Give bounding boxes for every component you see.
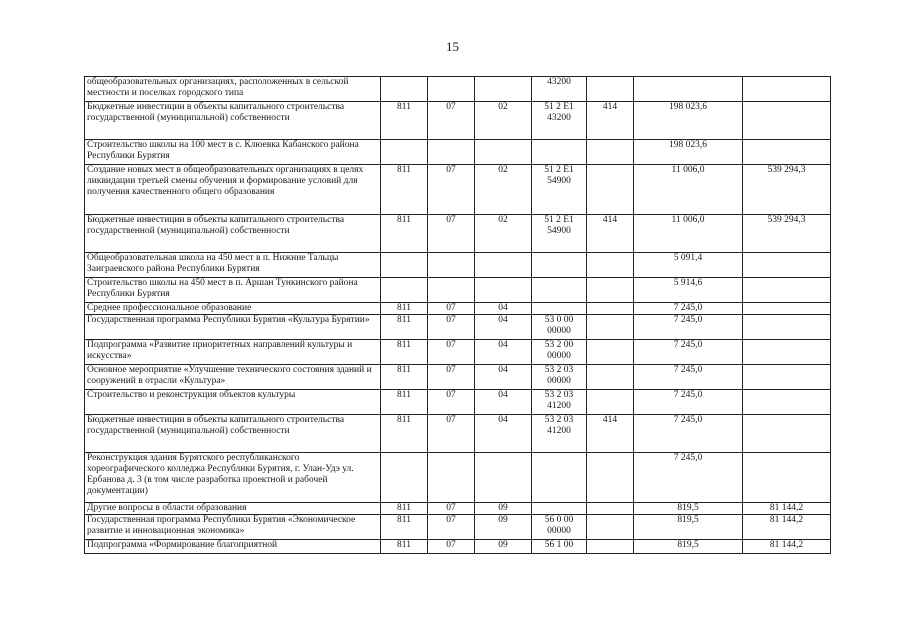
- row-grbs-cell: 811: [381, 303, 428, 315]
- row-target-article-cell: 53 2 03 41200: [532, 415, 587, 453]
- row-amount-2-cell: [743, 303, 831, 315]
- row-amount-2-cell: [743, 315, 831, 340]
- row-section-cell: [428, 278, 475, 303]
- row-target-article-cell: 56 1 00: [532, 540, 587, 554]
- table-row: [85, 515, 831, 540]
- row-target-article-cell: 53 0 00 00000: [532, 315, 587, 340]
- row-target-article-cell: [532, 278, 587, 303]
- row-grbs-cell: [381, 278, 428, 303]
- row-name-cell: Бюджетные инвестиции в объекты капитального строительства государственной (муниципальной) собственности: [85, 215, 381, 253]
- row-name-cell: Общеобразовательная школа на 450 мест в п. Нижние Тальцы Заиграевского района Республики Бурятия: [85, 253, 381, 278]
- row-expense-type-cell: [587, 278, 634, 303]
- row-section-cell: 07: [428, 303, 475, 315]
- row-expense-type-cell: [587, 340, 634, 365]
- row-subsection-cell: 02: [475, 102, 532, 140]
- row-expense-type-cell: [587, 253, 634, 278]
- row-subsection-cell: 02: [475, 165, 532, 215]
- row-grbs-cell: 811: [381, 540, 428, 554]
- row-amount-1-cell: 819,5: [634, 540, 743, 554]
- row-amount-2-cell: 81 144,2: [743, 503, 831, 515]
- row-subsection-cell: 04: [475, 340, 532, 365]
- row-expense-type-cell: 414: [587, 215, 634, 253]
- row-name-cell: Строительство школы на 450 мест в п. Аршан Тункинского района Республики Бурятия: [85, 278, 381, 303]
- row-section-cell: [428, 140, 475, 165]
- row-target-article-cell: 56 0 00 00000: [532, 515, 587, 540]
- row-amount-2-cell: 81 144,2: [743, 515, 831, 540]
- budget-table: [84, 76, 831, 554]
- row-section-cell: 07: [428, 102, 475, 140]
- table-row: [85, 503, 831, 515]
- row-amount-1-cell: 7 245,0: [634, 453, 743, 503]
- row-target-article-cell: [532, 453, 587, 503]
- row-expense-type-cell: [587, 315, 634, 340]
- row-amount-1-cell: 7 245,0: [634, 303, 743, 315]
- row-amount-1-cell: [634, 77, 743, 102]
- row-amount-1-cell: 7 245,0: [634, 415, 743, 453]
- row-name-cell: Строительство школы на 100 мест в с. Клюевка Кабанского района Республики Бурятия: [85, 140, 381, 165]
- row-amount-1-cell: 7 245,0: [634, 390, 743, 415]
- row-amount-1-cell: 5 914,6: [634, 278, 743, 303]
- row-target-article-cell: 51 2 E1 43200: [532, 102, 587, 140]
- row-grbs-cell: 811: [381, 415, 428, 453]
- row-expense-type-cell: [587, 365, 634, 390]
- row-section-cell: 07: [428, 215, 475, 253]
- row-section-cell: 07: [428, 503, 475, 515]
- row-section-cell: 07: [428, 165, 475, 215]
- row-amount-1-cell: 7 245,0: [634, 315, 743, 340]
- row-section-cell: [428, 77, 475, 102]
- row-amount-1-cell: 198 023,6: [634, 102, 743, 140]
- row-grbs-cell: [381, 77, 428, 102]
- row-grbs-cell: 811: [381, 165, 428, 215]
- row-expense-type-cell: [587, 77, 634, 102]
- table-row: [85, 315, 831, 340]
- row-grbs-cell: [381, 453, 428, 503]
- row-subsection-cell: 04: [475, 303, 532, 315]
- row-section-cell: [428, 253, 475, 278]
- row-subsection-cell: [475, 140, 532, 165]
- row-expense-type-cell: [587, 140, 634, 165]
- row-subsection-cell: 04: [475, 315, 532, 340]
- row-amount-2-cell: [743, 278, 831, 303]
- row-target-article-cell: [532, 140, 587, 165]
- row-grbs-cell: 811: [381, 390, 428, 415]
- table-row: [85, 453, 831, 503]
- table-row: [85, 278, 831, 303]
- row-amount-2-cell: [743, 453, 831, 503]
- row-amount-2-cell: 539 294,3: [743, 165, 831, 215]
- budget-table-body: [85, 77, 831, 554]
- row-subsection-cell: [475, 253, 532, 278]
- row-expense-type-cell: [587, 515, 634, 540]
- table-row: [85, 340, 831, 365]
- row-subsection-cell: 09: [475, 540, 532, 554]
- row-amount-2-cell: [743, 102, 831, 140]
- row-name-cell: Основное мероприятие «Улучшение технического состояния зданий и сооружений в отрасли «Культура»: [85, 365, 381, 390]
- table-row: [85, 415, 831, 453]
- row-name-cell: Строительство и реконструкция объектов культуры: [85, 390, 381, 415]
- row-grbs-cell: 811: [381, 515, 428, 540]
- row-amount-1-cell: 7 245,0: [634, 340, 743, 365]
- table-row: [85, 165, 831, 215]
- row-section-cell: 07: [428, 365, 475, 390]
- row-expense-type-cell: [587, 303, 634, 315]
- row-amount-1-cell: 7 245,0: [634, 365, 743, 390]
- table-row: [85, 303, 831, 315]
- row-section-cell: 07: [428, 515, 475, 540]
- row-amount-2-cell: [743, 253, 831, 278]
- row-name-cell: Создание новых мест в общеобразовательных организациях в целях ликвидации третьей смены обучения и формирование условий для получения качественного общего образования: [85, 165, 381, 215]
- row-subsection-cell: 02: [475, 215, 532, 253]
- row-section-cell: 07: [428, 415, 475, 453]
- row-name-cell: Бюджетные инвестиции в объекты капитального строительства государственной (муниципальной) собственности: [85, 102, 381, 140]
- row-amount-2-cell: [743, 415, 831, 453]
- row-grbs-cell: [381, 140, 428, 165]
- table-row: [85, 140, 831, 165]
- row-target-article-cell: [532, 503, 587, 515]
- row-section-cell: 07: [428, 315, 475, 340]
- row-name-cell: Другие вопросы в области образования: [85, 503, 381, 515]
- row-name-cell: Государственная программа Республики Бурятия «Культура Бурятии»: [85, 315, 381, 340]
- row-amount-2-cell: 539 294,3: [743, 215, 831, 253]
- row-grbs-cell: [381, 253, 428, 278]
- row-name-cell: Бюджетные инвестиции в объекты капитального строительства государственной (муниципальной) собственности: [85, 415, 381, 453]
- row-amount-2-cell: [743, 365, 831, 390]
- row-target-article-cell: 53 2 03 00000: [532, 365, 587, 390]
- row-name-cell: Государственная программа Республики Бурятия «Экономическое развитие и инновационная экономика»: [85, 515, 381, 540]
- row-expense-type-cell: [587, 165, 634, 215]
- row-expense-type-cell: 414: [587, 102, 634, 140]
- row-amount-2-cell: 81 144,2: [743, 540, 831, 554]
- row-section-cell: [428, 453, 475, 503]
- table-row: [85, 390, 831, 415]
- row-target-article-cell: [532, 303, 587, 315]
- row-grbs-cell: 811: [381, 102, 428, 140]
- row-section-cell: 07: [428, 540, 475, 554]
- row-target-article-cell: 51 2 E1 54900: [532, 165, 587, 215]
- row-subsection-cell: 09: [475, 503, 532, 515]
- row-name-cell: Реконструкция здания Бурятского республиканского хореографического колледжа Республики Бурятия, г. Улан-Удэ ул. Ербанова д. 3 (в том числе разработка проектной и рабочей документации): [85, 453, 381, 503]
- row-subsection-cell: 04: [475, 415, 532, 453]
- row-target-article-cell: 43200: [532, 77, 587, 102]
- row-expense-type-cell: [587, 540, 634, 554]
- row-grbs-cell: 811: [381, 215, 428, 253]
- row-subsection-cell: [475, 453, 532, 503]
- table-row: [85, 215, 831, 253]
- row-target-article-cell: 53 2 03 41200: [532, 390, 587, 415]
- row-target-article-cell: [532, 253, 587, 278]
- row-amount-2-cell: [743, 340, 831, 365]
- table-row: [85, 540, 831, 554]
- row-expense-type-cell: [587, 390, 634, 415]
- row-subsection-cell: 04: [475, 390, 532, 415]
- row-amount-1-cell: 11 006,0: [634, 165, 743, 215]
- row-target-article-cell: 53 2 00 00000: [532, 340, 587, 365]
- row-amount-2-cell: [743, 390, 831, 415]
- row-target-article-cell: 51 2 E1 54900: [532, 215, 587, 253]
- row-amount-2-cell: [743, 140, 831, 165]
- row-subsection-cell: [475, 77, 532, 102]
- row-grbs-cell: 811: [381, 365, 428, 390]
- row-expense-type-cell: [587, 453, 634, 503]
- row-grbs-cell: 811: [381, 503, 428, 515]
- table-row: [85, 77, 831, 102]
- row-section-cell: 07: [428, 340, 475, 365]
- row-grbs-cell: 811: [381, 315, 428, 340]
- row-name-cell: Подпрограмма «Формирование благоприятной: [85, 540, 381, 554]
- row-amount-2-cell: [743, 77, 831, 102]
- row-amount-1-cell: 198 023,6: [634, 140, 743, 165]
- row-amount-1-cell: 11 006,0: [634, 215, 743, 253]
- table-row: [85, 102, 831, 140]
- row-amount-1-cell: 5 091,4: [634, 253, 743, 278]
- row-amount-1-cell: 819,5: [634, 515, 743, 540]
- row-subsection-cell: [475, 278, 532, 303]
- row-amount-1-cell: 819,5: [634, 503, 743, 515]
- row-name-cell: Среднее профессиональное образование: [85, 303, 381, 315]
- table-row: [85, 253, 831, 278]
- row-expense-type-cell: 414: [587, 415, 634, 453]
- row-name-cell: Подпрограмма «Развитие приоритетных направлений культуры и искусства»: [85, 340, 381, 365]
- table-row: [85, 365, 831, 390]
- row-name-cell: общеобразовательных организациях, расположенных в сельской местности и поселках городского типа: [85, 77, 381, 102]
- row-subsection-cell: 04: [475, 365, 532, 390]
- row-section-cell: 07: [428, 390, 475, 415]
- row-subsection-cell: 09: [475, 515, 532, 540]
- page-number: 15: [446, 39, 459, 54]
- row-grbs-cell: 811: [381, 340, 428, 365]
- row-expense-type-cell: [587, 503, 634, 515]
